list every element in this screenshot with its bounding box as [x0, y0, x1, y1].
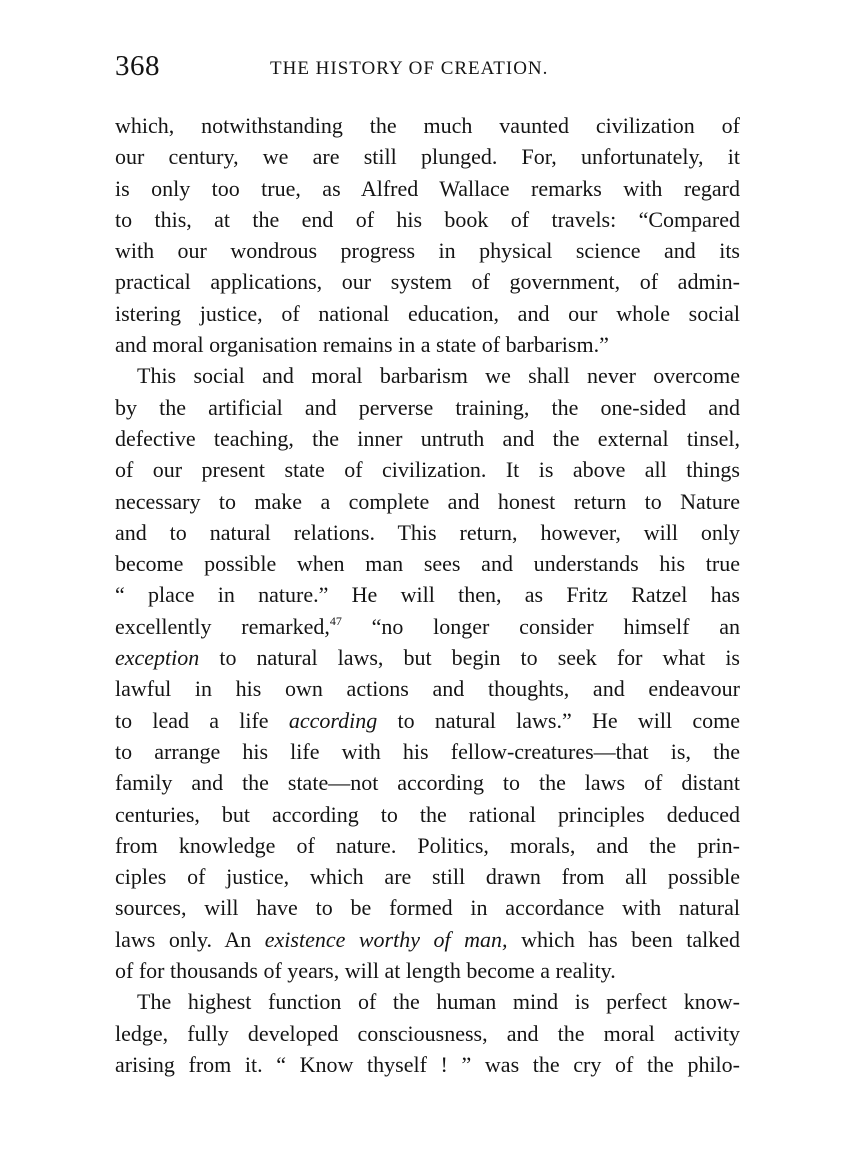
italic-text: exception	[115, 645, 200, 671]
text-line: istering justice, of national education, and our whole social	[115, 300, 740, 326]
text-line: arising from it. “ Know thyself ! ” was the cry of the philo-	[115, 1051, 740, 1077]
text-line: “ place in nature.” He will then, as Fritz Ratzel has	[115, 582, 740, 608]
text-line: is only too true, as Alfred Wallace remarks with regard	[115, 175, 740, 201]
text-line: centuries, but according to the rational principles deduced	[115, 801, 740, 827]
text-fragment: to lead a life	[115, 707, 289, 733]
running-title: THE HISTORY OF CREATION.	[270, 58, 549, 79]
page-header	[115, 50, 740, 90]
text-fragment: excellently remarked,	[115, 613, 330, 639]
text-line: with our wondrous progress in physical science and its	[115, 238, 740, 264]
text-fragment: laws only. An	[115, 926, 265, 952]
text-line: become possible when man sees and understands his true	[115, 551, 740, 577]
text-line: to this, at the end of his book of travels: “Compared	[115, 206, 740, 232]
text-line: necessary to make a complete and honest return to Nature	[115, 488, 740, 514]
text-line: The highest function of the human mind is perfect know-	[137, 989, 740, 1015]
text-line: which, notwithstanding the much vaunted civilization of	[115, 113, 740, 138]
text-line: of for thousands of years, will at length become a reality.	[115, 958, 616, 984]
text-line: ledge, fully developed consciousness, and the moral activity	[115, 1020, 740, 1046]
text-line: defective teaching, the inner untruth and the external tinsel,	[115, 425, 740, 451]
text-fragment: to natural laws, but begin to seek for what is	[199, 645, 740, 671]
text-line: This social and moral barbarism we shall never overcome	[137, 363, 740, 389]
text-line: lawful in his own actions and thoughts, and endeavour	[115, 676, 740, 702]
text-line: practical applications, our system of government, of admin-	[115, 269, 740, 295]
text-fragment: to natural laws.” He will come	[377, 707, 740, 733]
text-line: our century, we are still plunged. For, unfortunately, it	[115, 144, 740, 170]
text-line: from knowledge of nature. Politics, morals, and the prin-	[115, 832, 740, 858]
text-line: ciples of justice, which are still drawn from all possible	[115, 864, 740, 890]
text-line	[115, 611, 740, 642]
text-line: by the artificial and perverse training, the one-sided and	[115, 394, 740, 420]
text-line: sources, will have to be formed in accordance with natural	[115, 895, 740, 921]
text-fragment: which has been talked	[507, 926, 741, 952]
body-text	[115, 110, 740, 1080]
text-line: and moral organisation remains in a state of barbarism.”	[115, 332, 609, 358]
italic-text: existence worthy of man,	[264, 926, 508, 952]
text-line: of our present state of civilization. It is above all things	[115, 457, 740, 483]
page-number: 368	[115, 50, 160, 82]
footnote-reference: 47	[329, 613, 342, 628]
text-line	[115, 705, 740, 736]
text-line	[115, 924, 740, 955]
text-line: to arrange his life with his fellow-creatures—that is, the	[115, 738, 740, 764]
italic-text: according	[288, 707, 378, 733]
text-fragment: “no longer consider himself an	[341, 613, 740, 639]
text-line	[115, 642, 740, 673]
text-line: family and the state—not according to the laws of distant	[115, 770, 740, 796]
text-line: and to natural relations. This return, however, will only	[115, 519, 740, 545]
